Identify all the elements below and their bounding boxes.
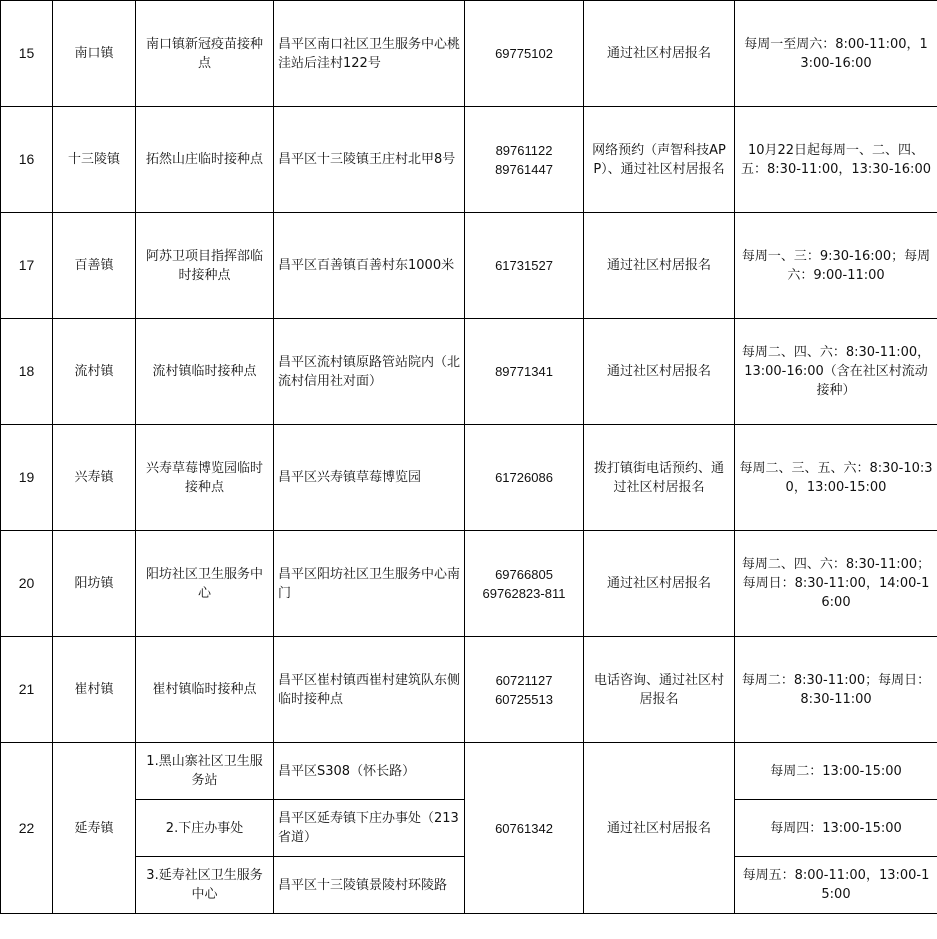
site-address: 昌平区崔村镇西崔村建筑队东侧临时接种点 <box>274 637 465 743</box>
phone-number: 89761122 89761447 <box>465 107 584 213</box>
row-number: 15 <box>1 1 53 107</box>
town-name: 崔村镇 <box>53 637 136 743</box>
site-address: 昌平区阳坊社区卫生服务中心南门 <box>274 531 465 637</box>
booking-method: 通过社区村居报名 <box>584 743 735 914</box>
row-number: 18 <box>1 319 53 425</box>
phone-number: 89771341 <box>465 319 584 425</box>
site-address: 昌平区百善镇百善村东1000米 <box>274 213 465 319</box>
service-hours: 每周一、三：9:30-16:00；每周六：9:00-11:00 <box>735 213 937 319</box>
site-name: 兴寿草莓博览园临时接种点 <box>136 425 274 531</box>
phone-number: 60761342 <box>465 743 584 914</box>
service-hours: 每周二、三、五、六：8:30-10:30，13:00-15:00 <box>735 425 937 531</box>
table-row <box>1 319 937 425</box>
phone-number: 69766805 69762823-811 <box>465 531 584 637</box>
table-row <box>1 107 937 213</box>
table-row <box>1 531 937 637</box>
table-row <box>1 213 937 319</box>
site-address: 昌平区延寿镇下庄办事处（213省道） <box>274 800 465 857</box>
service-hours: 每周五：8:00-11:00，13:00-15:00 <box>735 857 937 914</box>
phone-number: 61726086 <box>465 425 584 531</box>
service-hours: 每周二、四、六：8:30-11:00，13:00-16:00（含在社区村流动接种） <box>735 319 937 425</box>
site-name: 3.延寿社区卫生服务中心 <box>136 857 274 914</box>
town-name: 延寿镇 <box>53 743 136 914</box>
site-name: 崔村镇临时接种点 <box>136 637 274 743</box>
town-name: 阳坊镇 <box>53 531 136 637</box>
town-name: 兴寿镇 <box>53 425 136 531</box>
service-hours: 每周四：13:00-15:00 <box>735 800 937 857</box>
town-name: 百善镇 <box>53 213 136 319</box>
row-number: 19 <box>1 425 53 531</box>
table-row <box>1 1 937 107</box>
phone-number: 61731527 <box>465 213 584 319</box>
booking-method: 电话咨询、通过社区村居报名 <box>584 637 735 743</box>
row-number: 17 <box>1 213 53 319</box>
site-name: 2.下庄办事处 <box>136 800 274 857</box>
site-address: 昌平区南口社区卫生服务中心桃洼站后洼村122号 <box>274 1 465 107</box>
booking-method: 拨打镇街电话预约、通过社区村居报名 <box>584 425 735 531</box>
site-address: 昌平区十三陵镇景陵村环陵路 <box>274 857 465 914</box>
table-row <box>1 425 937 531</box>
site-name: 阳坊社区卫生服务中心 <box>136 531 274 637</box>
site-name: 拓然山庄临时接种点 <box>136 107 274 213</box>
row-number: 20 <box>1 531 53 637</box>
town-name: 南口镇 <box>53 1 136 107</box>
table-row <box>1 637 937 743</box>
row-number: 22 <box>1 743 53 914</box>
site-name: 阿苏卫项目指挥部临时接种点 <box>136 213 274 319</box>
site-name: 1.黑山寨社区卫生服务站 <box>136 743 274 800</box>
booking-method: 通过社区村居报名 <box>584 1 735 107</box>
site-address: 昌平区十三陵镇王庄村北甲8号 <box>274 107 465 213</box>
site-name: 流村镇临时接种点 <box>136 319 274 425</box>
phone-number: 69775102 <box>465 1 584 107</box>
service-hours: 每周二：13:00-15:00 <box>735 743 937 800</box>
site-address: 昌平区流村镇原路管站院内（北流村信用社对面） <box>274 319 465 425</box>
site-address: 昌平区兴寿镇草莓博览园 <box>274 425 465 531</box>
booking-method: 网络预约（声智科技APP）、通过社区村居报名 <box>584 107 735 213</box>
service-hours: 每周二：8:30-11:00；每周日：8:30-11:00 <box>735 637 937 743</box>
service-hours: 每周一至周六：8:00-11:00，13:00-16:00 <box>735 1 937 107</box>
town-name: 十三陵镇 <box>53 107 136 213</box>
booking-method: 通过社区村居报名 <box>584 319 735 425</box>
site-name: 南口镇新冠疫苗接种点 <box>136 1 274 107</box>
row-number: 16 <box>1 107 53 213</box>
town-name: 流村镇 <box>53 319 136 425</box>
booking-method: 通过社区村居报名 <box>584 213 735 319</box>
booking-method: 通过社区村居报名 <box>584 531 735 637</box>
row-number: 21 <box>1 637 53 743</box>
service-hours: 每周二、四、六：8:30-11:00；每周日：8:30-11:00，14:00-16:00 <box>735 531 937 637</box>
phone-number: 60721127 60725513 <box>465 637 584 743</box>
table-row <box>1 743 937 800</box>
site-address: 昌平区S308（怀长路） <box>274 743 465 800</box>
service-hours: 10月22日起每周一、二、四、五：8:30-11:00，13:30-16:00 <box>735 107 937 213</box>
